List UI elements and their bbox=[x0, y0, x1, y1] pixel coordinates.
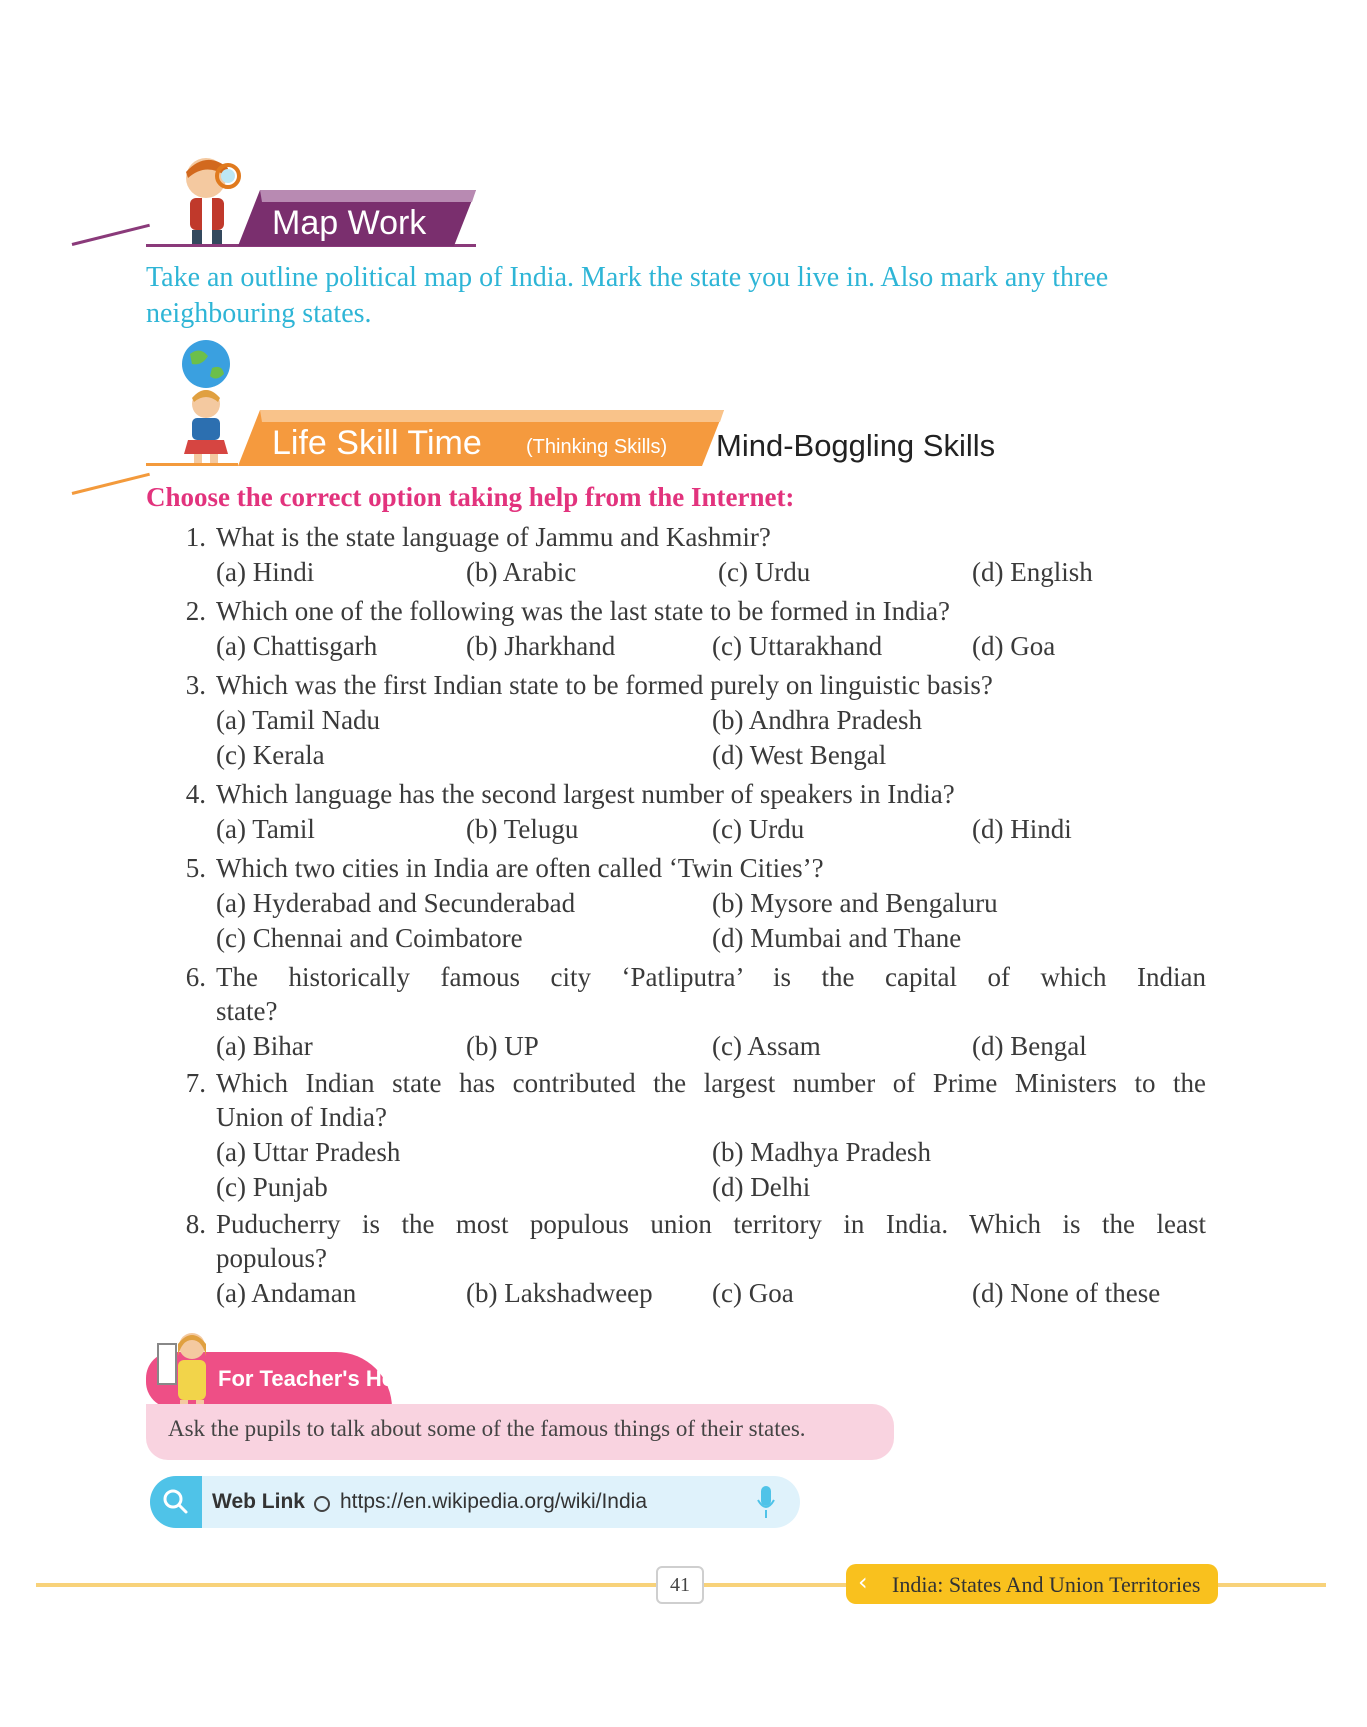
question-number: 4. bbox=[185, 779, 206, 809]
question-text-line1: Puducherry is the most populous union territory in India. Which is the least bbox=[216, 1209, 1206, 1239]
web-link-icon-box bbox=[150, 1476, 202, 1528]
question-text-line1: Which Indian state has contributed the largest number of Prime Ministers to the bbox=[216, 1068, 1206, 1098]
question-text: Which language has the second largest number of speakers in India? bbox=[216, 779, 955, 809]
option: (a) Chattisgarh bbox=[216, 631, 378, 661]
web-link-label: Web Link bbox=[212, 1490, 305, 1513]
question-7 bbox=[176, 1066, 1206, 1134]
option: (b) Telugu bbox=[466, 814, 579, 844]
microphone-icon bbox=[756, 1484, 776, 1520]
option: (b) UP bbox=[466, 1031, 539, 1061]
option: (b) Madhya Pradesh bbox=[712, 1137, 931, 1167]
life-skill-banner-pattern bbox=[260, 410, 724, 422]
teacher-illustration bbox=[156, 1326, 214, 1408]
question-4 bbox=[176, 777, 1206, 811]
question-text: Which one of the following was the last state to be formed in India? bbox=[216, 596, 951, 626]
question-2 bbox=[176, 594, 1206, 628]
option: (b) Jharkhand bbox=[466, 631, 616, 661]
option: (d) Delhi bbox=[712, 1172, 811, 1202]
life-skill-subtitle: (Thinking Skills) bbox=[526, 436, 668, 458]
web-link-url[interactable]: https://en.wikipedia.org/wiki/India bbox=[340, 1490, 647, 1513]
question-text-line2: populous? bbox=[216, 1243, 327, 1273]
option: (b) Arabic bbox=[466, 557, 577, 587]
option: (a) Hyderabad and Secunderabad bbox=[216, 888, 576, 918]
question-number: 8. bbox=[185, 1209, 206, 1239]
option: (a) Uttar Pradesh bbox=[216, 1137, 401, 1167]
option: (c) Uttarakhand bbox=[712, 631, 883, 661]
question-text-line2: Union of India? bbox=[216, 1102, 387, 1132]
option: (a) Hindi bbox=[216, 557, 315, 587]
chevron-left-icon: ‹ bbox=[858, 1568, 868, 1596]
question-5 bbox=[176, 851, 1206, 885]
option: (c) Assam bbox=[712, 1031, 821, 1061]
life-skill-heading: Mind-Boggling Skills bbox=[716, 428, 996, 463]
map-work-banner-pattern bbox=[260, 190, 476, 202]
question-number: 3. bbox=[185, 670, 206, 700]
option: (d) Goa bbox=[972, 631, 1056, 661]
chapter-title: India: States And Union Territories bbox=[892, 1572, 1201, 1597]
option: (d) Hindi bbox=[972, 814, 1072, 844]
question-text: Which was the first Indian state to be formed purely on linguistic basis? bbox=[216, 670, 993, 700]
question-number: 5. bbox=[185, 853, 206, 883]
teacher-help-label: For Teacher's Help bbox=[218, 1366, 414, 1391]
map-work-title: Map Work bbox=[272, 204, 427, 242]
option: (b) Lakshadweep bbox=[466, 1278, 653, 1308]
instruction-text: Choose the correct option taking help from the Internet: bbox=[146, 482, 795, 512]
option: (a) Tamil bbox=[216, 814, 315, 844]
question-number: 7. bbox=[185, 1068, 206, 1098]
map-work-text: Take an outline political map of India. Mark the state you live in. Also mark any three neighbouring states. bbox=[146, 262, 1109, 329]
life-skill-rule bbox=[72, 473, 150, 495]
search-icon bbox=[150, 1476, 202, 1528]
question-8 bbox=[176, 1207, 1206, 1275]
option: (a) Tamil Nadu bbox=[216, 705, 381, 735]
option: (b) Mysore and Bengaluru bbox=[712, 888, 998, 918]
question-6 bbox=[176, 960, 1206, 1028]
option: (d) Mumbai and Thane bbox=[712, 923, 962, 953]
question-3 bbox=[176, 668, 1206, 702]
option: (d) Bengal bbox=[972, 1031, 1087, 1061]
question-number: 6. bbox=[185, 962, 206, 992]
question-1 bbox=[176, 520, 1206, 554]
life-skill-title: Life Skill Time bbox=[272, 424, 482, 462]
option: (d) West Bengal bbox=[712, 740, 887, 770]
question-text-line1: The historically famous city ‘Patliputra’ is the capital of which Indian bbox=[216, 962, 1206, 992]
bullet-circle-icon bbox=[314, 1496, 330, 1512]
detective-boy-illustration bbox=[176, 150, 246, 246]
option: (c) Urdu bbox=[712, 814, 805, 844]
option: (c) Punjab bbox=[216, 1172, 328, 1202]
option: (d) English bbox=[972, 557, 1093, 587]
option: (c) Kerala bbox=[216, 740, 325, 770]
page-number: 41 bbox=[656, 1566, 704, 1604]
option: (c) Goa bbox=[712, 1278, 794, 1308]
option: (b) Andhra Pradesh bbox=[712, 705, 922, 735]
life-skill-rule-right bbox=[146, 463, 238, 466]
map-work-rule bbox=[72, 224, 150, 246]
option: (c) Urdu bbox=[718, 557, 811, 587]
globe-girl-illustration bbox=[172, 338, 242, 464]
question-number: 1. bbox=[185, 522, 206, 552]
question-text-line2: state? bbox=[216, 996, 278, 1026]
option: (a) Bihar bbox=[216, 1031, 313, 1061]
teacher-help-text: Ask the pupils to talk about some of the famous things of their states. bbox=[168, 1416, 806, 1441]
question-number: 2. bbox=[185, 596, 206, 626]
option: (a) Andaman bbox=[216, 1278, 357, 1308]
option: (d) None of these bbox=[972, 1278, 1161, 1308]
question-text: Which two cities in India are often called ‘Twin Cities’? bbox=[216, 853, 824, 883]
question-text: What is the state language of Jammu and Kashmir? bbox=[216, 522, 771, 552]
option: (c) Chennai and Coimbatore bbox=[216, 923, 523, 953]
